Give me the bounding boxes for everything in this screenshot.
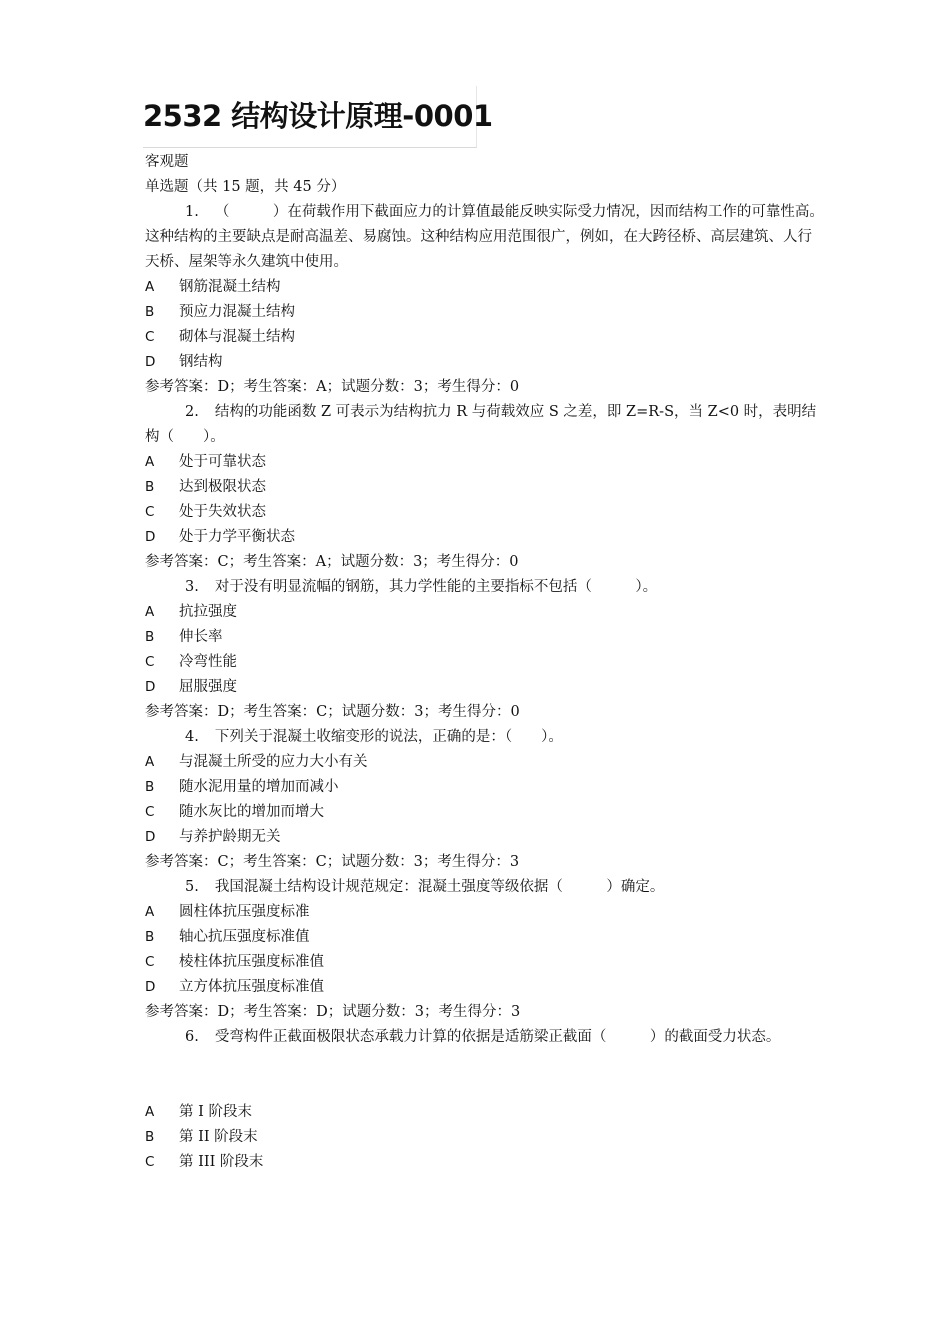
option-letter: C	[145, 1154, 155, 1170]
question-text: 受弯构件正截面极限状态承载力计算的依据是适筋梁正截面（ ）的截面受力状态。	[214, 1029, 781, 1045]
option-a	[145, 750, 825, 775]
question-text: 我国混凝土结构设计规范规定：混凝土强度等级依据（ ）确定。	[214, 879, 665, 895]
option-text: 第 I 阶段末	[179, 1104, 252, 1120]
section-heading: 客观题	[145, 154, 189, 170]
option-letter: D	[145, 354, 156, 370]
option-text: 达到极限状态	[179, 479, 266, 495]
option-b	[145, 925, 825, 950]
option-d	[145, 975, 825, 1000]
option-text: 处于可靠状态	[179, 454, 266, 470]
answer-line: 参考答案：D；考生答案：A；试题分数：3；考生得分：0	[145, 379, 520, 395]
question-3	[145, 575, 825, 600]
option-letter: B	[145, 929, 155, 945]
blank-space	[145, 1050, 825, 1100]
option-d	[145, 350, 825, 375]
question-number: 5.	[185, 879, 199, 895]
option-a	[145, 1100, 825, 1125]
option-a	[145, 450, 825, 475]
option-d	[145, 825, 825, 850]
option-d	[145, 675, 825, 700]
option-text: 第 II 阶段末	[179, 1129, 258, 1145]
option-letter: C	[145, 954, 155, 970]
option-c	[145, 500, 825, 525]
option-b	[145, 300, 825, 325]
option-text: 立方体抗压强度标准值	[179, 979, 324, 995]
option-letter: D	[145, 679, 156, 695]
option-letter: A	[145, 754, 155, 770]
option-text: 冷弯性能	[179, 654, 237, 670]
option-b	[145, 475, 825, 500]
option-b	[145, 1125, 825, 1150]
answer-line: 参考答案：D；考生答案：D；试题分数：3；考生得分：3	[145, 1004, 521, 1020]
option-text: 伸长率	[179, 629, 223, 645]
option-letter: B	[145, 779, 155, 795]
option-letter: A	[145, 1104, 155, 1120]
option-letter: C	[145, 329, 155, 345]
option-text: 圆柱体抗压强度标准	[179, 904, 310, 920]
option-text: 预应力混凝土结构	[179, 304, 295, 320]
option-text: 处于力学平衡状态	[179, 529, 295, 545]
option-letter: A	[145, 454, 155, 470]
option-letter: C	[145, 804, 155, 820]
option-letter: A	[145, 604, 155, 620]
option-letter: B	[145, 1129, 155, 1145]
option-c	[145, 950, 825, 975]
exam-content	[145, 150, 825, 1175]
option-d	[145, 525, 825, 550]
question-number: 2.	[185, 404, 199, 420]
question-number: 3.	[185, 579, 199, 595]
title-box	[143, 86, 493, 148]
option-letter: C	[145, 654, 155, 670]
answer-line: 参考答案：C；考生答案：A；试题分数：3；考生得分：0	[145, 554, 519, 570]
question-number: 6.	[185, 1029, 199, 1045]
question-text: 结构的功能函数 Z 可表示为结构抗力 R 与荷载效应 S 之差，即 Z=R-S，当 Z<0 时，表明结构（ ）。	[145, 404, 817, 445]
option-letter: B	[145, 629, 155, 645]
answer-line: 参考答案：D；考生答案：C；试题分数：3；考生得分：0	[145, 704, 520, 720]
option-b	[145, 625, 825, 650]
option-c	[145, 650, 825, 675]
question-6	[145, 1025, 825, 1050]
option-c	[145, 800, 825, 825]
page-title: 2532 结构设计原理-0001	[143, 99, 493, 133]
question-5	[145, 875, 825, 900]
option-a	[145, 600, 825, 625]
option-letter: D	[145, 829, 156, 845]
option-text: 第 III 阶段末	[179, 1154, 264, 1170]
option-letter: D	[145, 979, 156, 995]
subsection-heading: 单选题（共 15 题，共 45 分）	[145, 179, 346, 195]
option-b	[145, 775, 825, 800]
option-a	[145, 900, 825, 925]
question-2	[145, 400, 825, 450]
option-letter: A	[145, 904, 155, 920]
option-c	[145, 325, 825, 350]
option-text: 屈服强度	[179, 679, 237, 695]
option-letter: D	[145, 529, 156, 545]
question-number: 4.	[185, 729, 199, 745]
option-letter: A	[145, 279, 155, 295]
option-text: 钢筋混凝土结构	[179, 279, 281, 295]
question-4	[145, 725, 825, 750]
option-a	[145, 275, 825, 300]
answer-line: 参考答案：C；考生答案：C；试题分数：3；考生得分：3	[145, 854, 520, 870]
question-text: （ ）在荷载作用下截面应力的计算值最能反映实际受力情况，因而结构工作的可靠性高。这种结构的主要缺点是耐高温差、易腐蚀。这种结构应用范围很广，例如，在大跨径桥、高层建筑、人行天桥、屋架等永久建筑中使用。	[145, 204, 824, 270]
option-text: 抗拉强度	[179, 604, 237, 620]
option-letter: B	[145, 479, 155, 495]
question-text: 下列关于混凝土收缩变形的说法，正确的是：（ ）。	[214, 729, 563, 745]
option-text: 与养护龄期无关	[179, 829, 281, 845]
question-1	[145, 200, 825, 275]
option-text: 随水泥用量的增加而减小	[179, 779, 339, 795]
question-number: 1.	[185, 204, 199, 220]
option-letter: B	[145, 304, 155, 320]
option-text: 砌体与混凝土结构	[179, 329, 295, 345]
option-text: 轴心抗压强度标准值	[179, 929, 310, 945]
option-text: 与混凝土所受的应力大小有关	[179, 754, 368, 770]
option-c	[145, 1150, 825, 1175]
question-text: 对于没有明显流幅的钢筋，其力学性能的主要指标不包括（ ）。	[214, 579, 658, 595]
option-text: 处于失效状态	[179, 504, 266, 520]
option-text: 钢结构	[179, 354, 223, 370]
option-text: 棱柱体抗压强度标准值	[179, 954, 324, 970]
option-text: 随水灰比的增加而增大	[179, 804, 324, 820]
option-letter: C	[145, 504, 155, 520]
